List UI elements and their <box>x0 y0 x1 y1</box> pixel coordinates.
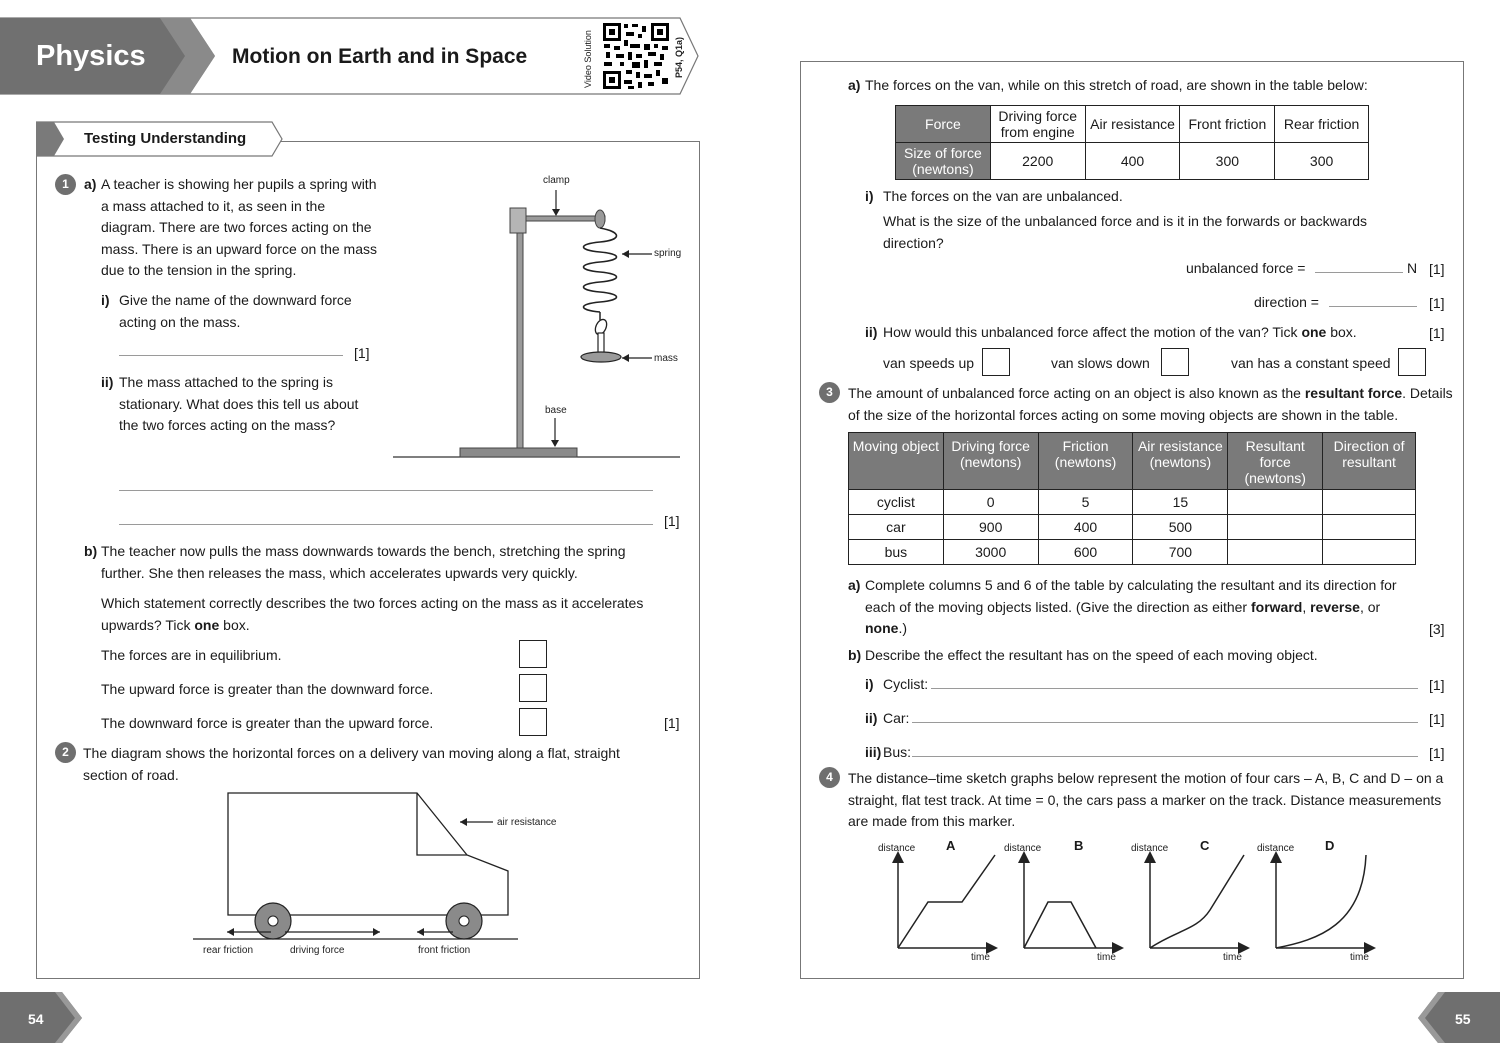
table-row <box>849 515 1416 540</box>
q1ai-text: Give the name of the downward force acting on the mass. <box>119 292 352 330</box>
unbalanced-force-label: unbalanced force = <box>1186 260 1306 276</box>
graph-d-letter: D <box>1325 838 1335 853</box>
answer-cell[interactable] <box>1228 515 1323 540</box>
part-label: i) <box>865 676 874 692</box>
table-header: Friction (newtons) <box>1038 433 1133 490</box>
table-header: Direction of resultant <box>1323 433 1416 490</box>
table-header: Front friction <box>1180 106 1275 143</box>
answer-cell[interactable] <box>1323 515 1416 540</box>
part-text: Bus: <box>883 744 912 760</box>
table-cell: 900 <box>943 515 1038 540</box>
q2aii-label: ii) <box>865 324 878 340</box>
q3-text: The amount of unbalanced force acting on an object is also known as the resultant force. Details of the size of the horizontal forces acting on some moving objects are shown in the table. <box>848 385 1453 423</box>
answer-line[interactable] <box>912 756 1418 757</box>
table-cell: car <box>849 515 944 540</box>
table-cell: 3000 <box>943 540 1038 565</box>
graph-b-xlabel: time <box>1097 952 1116 963</box>
table-header: Resultant force (newtons) <box>1228 433 1323 490</box>
qr-caption-right: P54, Q1a) <box>674 36 684 78</box>
q2a-text: The forces on the van, while on this stretch of road, are shown in the table below: <box>865 77 1368 93</box>
direction-label: direction = <box>1254 294 1319 310</box>
mark: [1] <box>1429 261 1445 277</box>
table-header: Air resistance <box>1085 106 1180 143</box>
distance-time-graphs <box>870 845 1430 970</box>
qr-code-icon[interactable] <box>602 22 670 90</box>
mark: [1] <box>1429 711 1445 727</box>
front-friction-label: front friction <box>418 945 471 956</box>
table-cell: 300 <box>1275 143 1369 180</box>
q3b-label: b) <box>848 647 862 663</box>
table-cell: 2200 <box>990 143 1085 180</box>
table-cell: 300 <box>1180 143 1275 180</box>
graph-a-ylabel: distance <box>878 843 916 854</box>
tick-box[interactable] <box>1161 348 1189 376</box>
table-header: Air resistance (newtons) <box>1133 433 1228 490</box>
table-header: Force <box>896 106 991 143</box>
table-cell: 400 <box>1038 515 1133 540</box>
q2aii-text: How would this unbalanced force affect the motion of the van? Tick one box. <box>883 324 1357 340</box>
answer-cell[interactable] <box>1323 490 1416 515</box>
graph-d-ylabel: distance <box>1257 843 1295 854</box>
option-text: The upward force is greater than the downward force. <box>101 681 434 697</box>
q1b-label: b) <box>84 543 98 559</box>
table-cell: 600 <box>1038 540 1133 565</box>
spring-diagram <box>390 170 690 465</box>
mark: [1] <box>664 715 680 731</box>
answer-line[interactable] <box>931 688 1418 689</box>
mark: [1] <box>1429 325 1445 341</box>
answer-line[interactable] <box>119 490 653 491</box>
tick-box[interactable] <box>519 640 547 668</box>
table-cell: 400 <box>1085 143 1180 180</box>
answer-line[interactable] <box>1315 272 1403 273</box>
q2-text: The diagram shows the horizontal forces on a delivery van moving along a flat, straight section of road. <box>83 745 620 783</box>
graph-b <box>1024 857 1118 948</box>
answer-line[interactable] <box>119 524 653 525</box>
q1a-text: A teacher is showing her pupils a spring with a mass attached to it, as seen in the diagram. There are two forces acting on the mass. There is an upward force on the mass due to the tension in the spring. <box>101 176 377 278</box>
table-header: Driving force (newtons) <box>943 433 1038 490</box>
graph-a <box>898 855 995 948</box>
graph-c-ylabel: distance <box>1131 843 1169 854</box>
spring-label: spring <box>654 248 682 259</box>
q1ai-label: i) <box>101 292 110 308</box>
q1aii-text: The mass attached to the spring is stationary. What does this tell us about the two forces acting on the mass? <box>119 374 359 433</box>
graph-c-xlabel: time <box>1223 952 1242 963</box>
q2ai-text2: What is the size of the unbalanced force and is it in the forwards or backwards direction? <box>883 213 1368 251</box>
graph-d <box>1276 855 1370 948</box>
q2ai-label: i) <box>865 188 874 204</box>
graph-a-xlabel: time <box>971 952 990 963</box>
q3a-label: a) <box>848 577 861 593</box>
part-label: ii) <box>865 710 878 726</box>
q1a-label: a) <box>84 176 97 192</box>
table-cell: 500 <box>1133 515 1228 540</box>
graph-a-letter: A <box>946 838 956 853</box>
van-diagram <box>185 785 575 965</box>
part-label: iii) <box>865 744 882 760</box>
question-number-4: 4 <box>819 767 840 788</box>
page-title: Motion on Earth and in Space <box>232 45 528 68</box>
air-resistance-label: air resistance <box>497 817 557 828</box>
clamp-label: clamp <box>543 175 570 186</box>
page-number-left: 54 <box>28 1011 44 1027</box>
answer-cell[interactable] <box>1228 490 1323 515</box>
table-header: Moving object <box>849 433 944 490</box>
table-cell: 0 <box>943 490 1038 515</box>
base-label: base <box>545 405 567 416</box>
question-number-2: 2 <box>55 742 76 763</box>
q4-text: The distance–time sketch graphs below represent the motion of four cars – A, B, C and D – on a straight, flat test track. At time = 0, the cars pass a marker on the track. Distance measurements are made from this marker. <box>848 770 1444 829</box>
part-text: Cyclist: <box>883 676 929 692</box>
qr-caption-left: Video Solution <box>583 30 593 88</box>
mark: [1] <box>1429 677 1445 693</box>
part-text: Car: <box>883 710 910 726</box>
resultant-force-table <box>848 432 1416 565</box>
section-title: Testing Understanding <box>84 130 247 147</box>
tick-box[interactable] <box>1398 348 1426 376</box>
q3b-text: Describe the effect the resultant has on the speed of each moving object. <box>865 647 1318 663</box>
answer-line[interactable] <box>1329 306 1417 307</box>
mark: [1] <box>354 345 370 361</box>
mark: [3] <box>1429 621 1445 637</box>
question-number-1: 1 <box>55 174 76 195</box>
option-text: The forces are in equilibrium. <box>101 647 282 663</box>
option-text: van slows down <box>1051 355 1150 371</box>
q1aii-label: ii) <box>101 374 114 390</box>
page-number-right: 55 <box>1455 1011 1471 1027</box>
option-text: The downward force is greater than the upward force. <box>101 715 434 731</box>
mass-label: mass <box>654 353 678 364</box>
option-text: van speeds up <box>883 355 975 371</box>
mark: [1] <box>1429 295 1445 311</box>
van-forces-table <box>895 105 1369 180</box>
subject-title: Physics <box>36 40 146 72</box>
table-cell: 700 <box>1133 540 1228 565</box>
unit: N <box>1407 260 1418 276</box>
tick-box[interactable] <box>519 708 547 736</box>
option-text: van has a constant speed <box>1231 355 1391 371</box>
table-cell: cyclist <box>849 490 944 515</box>
tick-box[interactable] <box>982 348 1010 376</box>
answer-cell[interactable] <box>1228 540 1323 565</box>
table-row <box>849 490 1416 515</box>
page-number-tab-left <box>0 990 90 1045</box>
table-cell: 5 <box>1038 490 1133 515</box>
rear-friction-label: rear friction <box>203 945 254 956</box>
table-cell: bus <box>849 540 944 565</box>
q1b-text: The teacher now pulls the mass downwards towards the bench, stretching the spring further. She then releases the mass, which accelerates upwards very quickly. <box>101 543 626 581</box>
graph-d-xlabel: time <box>1350 952 1369 963</box>
answer-cell[interactable] <box>1323 540 1416 565</box>
q2ai-text1: The forces on the van are unbalanced. <box>883 188 1123 204</box>
driving-force-label: driving force <box>290 945 345 956</box>
table-header: Driving force from engine <box>990 106 1085 143</box>
mark: [1] <box>1429 745 1445 761</box>
row-label: Size of force (newtons) <box>896 143 991 180</box>
tick-box[interactable] <box>519 674 547 702</box>
q2a-label: a) <box>848 77 861 93</box>
table-row <box>849 540 1416 565</box>
answer-line[interactable] <box>119 355 343 356</box>
mark: [1] <box>664 513 680 529</box>
question-number-3: 3 <box>819 382 840 403</box>
graph-c <box>1150 855 1244 948</box>
graph-b-letter: B <box>1074 838 1084 853</box>
graph-b-ylabel: distance <box>1004 843 1042 854</box>
graph-c-letter: C <box>1200 838 1210 853</box>
q1b-instruction: Which statement correctly describes the two forces acting on the mass as it accelerates upwards? Tick one box. <box>101 595 644 633</box>
table-cell: 15 <box>1133 490 1228 515</box>
q3a-text: Complete columns 5 and 6 of the table by calculating the resultant and its direction for each of the moving objects listed. (Give the direction as either forward, reverse, or none.) <box>865 577 1397 636</box>
answer-line[interactable] <box>912 722 1418 723</box>
table-header: Rear friction <box>1275 106 1369 143</box>
